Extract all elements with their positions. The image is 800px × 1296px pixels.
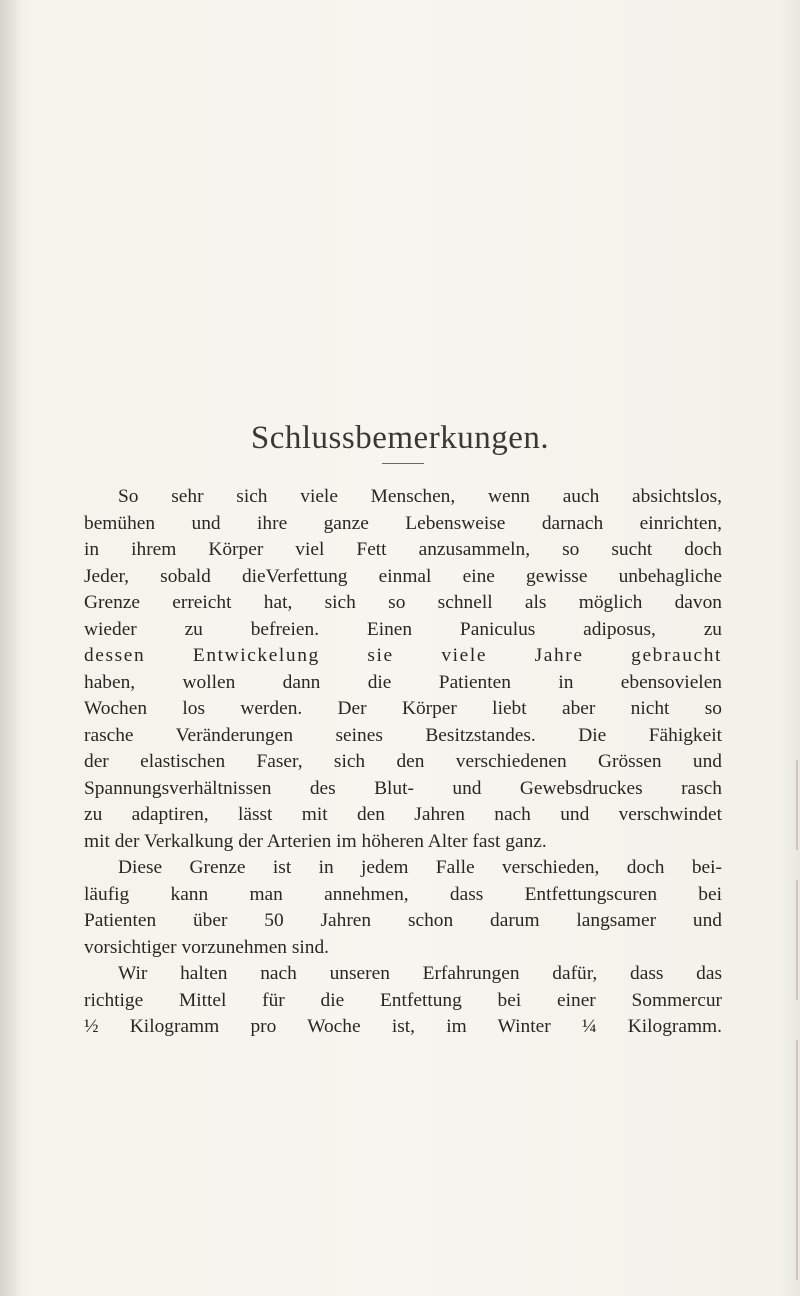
text-line: läufig kann man annehmen, dass Entfettungscuren bei [84,883,722,905]
text-line: vorsichtiger vorzunehmen sind. [84,936,330,958]
text-line: ½ Kilogramm pro Woche ist, im Winter ¼ Kilogramm. [84,1016,722,1037]
text-line: mit der Verkalkung der Arterien im höheren Alter fast ganz. [84,830,547,852]
body-text [84,484,722,1041]
text-line: rasche Veränderungen seines Besitzstandes. Die Fähigkeit [84,724,722,746]
text-line: in ihrem Körper viel Fett anzusammeln, so sucht doch [84,539,722,560]
text-line: Diese Grenze ist in jedem Falle verschieden, doch bei- [118,857,722,878]
text-line: Wir halten nach unseren Erfahrungen dafür, dass das [118,963,722,984]
text-line: richtige Mittel für die Entfettung bei einer Sommercur [84,989,722,1011]
text-line: Spannungsverhältnissen des Blut- und Gewebsdruckes rasch [84,777,722,799]
text-line: Patienten über 50 Jahren schon darum langsamer und [84,910,722,931]
section-heading: Schlussbemerkungen. [250,420,550,456]
page-edge-mark [796,1040,798,1280]
text-line: dessen Entwickelung sie viele Jahre gebraucht [84,645,722,666]
binding-shadow [0,0,22,1296]
text-line: Grenze erreicht hat, sich so schnell als möglich davon [84,592,722,613]
page-edge-mark [796,760,798,850]
text-line: bemühen und ihre ganze Lebensweise darnach einrichten, [84,512,722,534]
text-line: zu adaptiren, lässt mit den Jahren nach und verschwindet [84,804,722,825]
text-line: haben, wollen dann die Patienten in ebensovielen [84,671,722,693]
heading-rule [382,463,424,464]
page-edge-mark [796,880,798,1000]
text-line: wieder zu befreien. Einen Paniculus adiposus, zu [84,618,722,640]
text-line: Jeder, sobald dieVerfettung einmal eine gewisse unbehagliche [84,565,722,587]
text-line: So sehr sich viele Menschen, wenn auch absichtslos, [118,486,722,507]
text-line: Wochen los werden. Der Körper liebt aber nicht so [84,698,722,719]
text-line: der elastischen Faser, sich den verschiedenen Grössen und [84,751,722,772]
